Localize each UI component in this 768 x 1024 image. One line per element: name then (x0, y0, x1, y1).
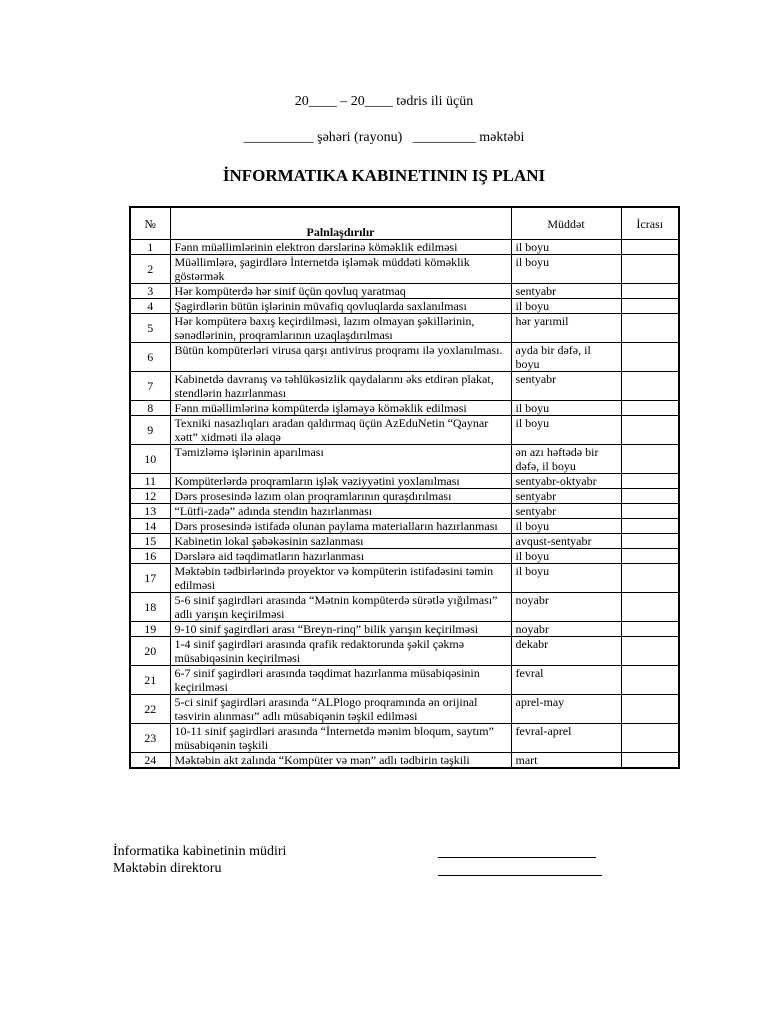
row-duration: sentyabr (511, 489, 621, 504)
row-duration: aprel-may (511, 695, 621, 724)
row-task: Müəllimlərə, şagirdlərə İnternetdə işləmək müddəti köməklik göstərmək (170, 255, 511, 284)
header-execution: İcrası (621, 207, 679, 240)
row-duration: il boyu (511, 240, 621, 255)
row-task: 10-11 sinif şagirdləri arasında “İnternetdə mənim bloqum, saytım” müsabiqənin təşkili (170, 724, 511, 753)
row-duration: sentyabr-oktyabr (511, 474, 621, 489)
row-execution (621, 666, 679, 695)
table-row (130, 255, 679, 284)
row-duration: ayda bir dəfə, il boyu (511, 343, 621, 372)
table-row (130, 489, 679, 504)
row-number: 22 (130, 695, 170, 724)
row-number: 10 (130, 445, 170, 474)
row-number: 20 (130, 637, 170, 666)
row-number: 7 (130, 372, 170, 401)
row-number: 15 (130, 534, 170, 549)
row-task: Hər kompüterdə hər sinif üçün qovluq yaratmaq (170, 284, 511, 299)
row-execution (621, 284, 679, 299)
table-row (130, 299, 679, 314)
row-duration: dekabr (511, 637, 621, 666)
row-task: Şagirdlərin bütün işlərinin müvafiq qovluqlarda saxlanılması (170, 299, 511, 314)
table-row (130, 445, 679, 474)
row-number: 11 (130, 474, 170, 489)
row-execution (621, 504, 679, 519)
table-row (130, 549, 679, 564)
table-row (130, 666, 679, 695)
row-task: 6-7 sinif şagirdləri arasında təqdimat hazırlanma müsabiqəsinin keçirilməsi (170, 666, 511, 695)
row-execution (621, 372, 679, 401)
table-row (130, 504, 679, 519)
row-duration: il boyu (511, 564, 621, 593)
table-body (130, 240, 679, 769)
header-duration: Müddət (511, 207, 621, 240)
table-row (130, 519, 679, 534)
row-number: 13 (130, 504, 170, 519)
row-execution (621, 724, 679, 753)
row-duration: noyabr (511, 622, 621, 637)
row-task: Fənn müəllimlərinin elektron dərslərinə köməklik edilməsi (170, 240, 511, 255)
row-task: Kompüterlərdə proqramların işlək vəziyyətini yoxlanılması (170, 474, 511, 489)
row-duration: fevral (511, 666, 621, 695)
row-task: Hər kompüterə baxış keçirdilməsi, lazım olmayan şəkillərinin, sənədlərinin, proqramlarının uzaqlaşdırılması (170, 314, 511, 343)
page-title: İNFORMATIKA KABINETININ IŞ PLANI (222, 166, 546, 185)
row-task: Kabinetdə davranış və təhlükəsizlik qaydalarını əks etdirən plakat, stendlərin hazırlanması (170, 372, 511, 401)
table-row (130, 724, 679, 753)
header-planned: Palnlaşdırılır (170, 207, 511, 240)
row-duration: il boyu (511, 519, 621, 534)
row-execution (621, 489, 679, 504)
row-execution (621, 240, 679, 255)
row-task: 5-6 sinif şagirdləri arasında “Mətnin kompüterdə sürətlə yığılması” adlı yarışın keçirilməsi (170, 593, 511, 622)
table-row (130, 240, 679, 255)
row-number: 5 (130, 314, 170, 343)
row-number: 8 (130, 401, 170, 416)
row-execution (621, 753, 679, 769)
table-row (130, 284, 679, 299)
row-duration: il boyu (511, 299, 621, 314)
row-task: “Lütfi-zadə” adında stendin hazırlanması (170, 504, 511, 519)
table-row (130, 695, 679, 724)
row-execution (621, 401, 679, 416)
row-execution (621, 474, 679, 489)
row-execution (621, 343, 679, 372)
row-task: Təmizləmə işlərinin aparılması (170, 445, 511, 474)
table-row (130, 372, 679, 401)
work-plan-table (129, 206, 680, 769)
row-execution (621, 637, 679, 666)
row-duration: il boyu (511, 549, 621, 564)
table-row (130, 343, 679, 372)
table-row (130, 637, 679, 666)
row-number: 24 (130, 753, 170, 769)
row-number: 23 (130, 724, 170, 753)
row-number: 17 (130, 564, 170, 593)
row-task: Dərs prosesində lazım olan proqramlarının quraşdırılması (170, 489, 511, 504)
table-row (130, 534, 679, 549)
row-task: Kabinetin lokal şəbəkəsinin sazlanması (170, 534, 511, 549)
row-task: Dərs prosesində istifadə olunan paylama materialların hazırlanması (170, 519, 511, 534)
row-execution (621, 299, 679, 314)
row-number: 4 (130, 299, 170, 314)
row-execution (621, 255, 679, 284)
director-signature-line (438, 875, 602, 876)
manager-signature-line (438, 857, 596, 858)
row-task: 5-ci sinif şagirdləri arasında “ALPlogo proqramında ən orijinal təsvirin alınması” adlı müsabiqənin təşkil edilməsi (170, 695, 511, 724)
row-duration: il boyu (511, 416, 621, 445)
row-duration: il boyu (511, 255, 621, 284)
row-task: Məktəbin tədbirlərində proyektor və kompüterin istifadəsini təmin edilməsi (170, 564, 511, 593)
row-number: 14 (130, 519, 170, 534)
row-execution (621, 622, 679, 637)
row-execution (621, 549, 679, 564)
table-row (130, 564, 679, 593)
row-execution (621, 445, 679, 474)
row-duration: sentyabr (511, 284, 621, 299)
school-line: __________ şəhəri (rayonu) _________ məktəbi (243, 130, 525, 145)
row-duration: noyabr (511, 593, 621, 622)
row-number: 6 (130, 343, 170, 372)
row-task: 1-4 sinif şagirdləri arasında qrafik redaktorunda şəkil çəkmə müsabiqəsinin keçirilməsi (170, 637, 511, 666)
academic-year-line: 20____ – 20____ tədris ili üçün (294, 94, 474, 109)
row-number: 9 (130, 416, 170, 445)
table-row (130, 314, 679, 343)
table-header-row (130, 207, 679, 240)
row-duration: il boyu (511, 401, 621, 416)
row-number: 3 (130, 284, 170, 299)
school-director-label: Məktəbin direktoru (113, 861, 222, 876)
row-task: Texniki nasazlıqları aradan qaldırmaq üçün AzEduNetin “Qaynar xətt” xidməti ilə əlaqə (170, 416, 511, 445)
row-duration: hər yarımil (511, 314, 621, 343)
row-duration: ən azı həftədə bir dəfə, il boyu (511, 445, 621, 474)
row-execution (621, 534, 679, 549)
row-duration: sentyabr (511, 372, 621, 401)
table-row (130, 622, 679, 637)
row-number: 18 (130, 593, 170, 622)
table-row (130, 474, 679, 489)
row-execution (621, 416, 679, 445)
row-task: Dərslərə aid təqdimatların hazırlanması (170, 549, 511, 564)
row-duration: sentyabr (511, 504, 621, 519)
row-number: 19 (130, 622, 170, 637)
table-row (130, 401, 679, 416)
row-task: 9-10 sinif şagirdləri arası “Breyn-rinq” bilik yarışın keçirilməsi (170, 622, 511, 637)
row-duration: avqust-sentyabr (511, 534, 621, 549)
cabinet-manager-label: İnformatika kabinetinin müdiri (113, 844, 287, 859)
row-execution (621, 519, 679, 534)
row-number: 1 (130, 240, 170, 255)
row-duration: mart (511, 753, 621, 769)
row-number: 16 (130, 549, 170, 564)
row-number: 21 (130, 666, 170, 695)
row-task: Məktəbin akt zalında “Kompüter və mən” adlı tədbirin təşkili (170, 753, 511, 769)
table-row (130, 593, 679, 622)
row-number: 2 (130, 255, 170, 284)
table-row (130, 753, 679, 769)
row-task: Fənn müəllimlərinə kompüterdə işləməyə köməklik edilməsi (170, 401, 511, 416)
header-number: № (130, 207, 170, 240)
row-task: Bütün kompüterləri virusa qarşı antivirus proqramı ilə yoxlanılması. (170, 343, 511, 372)
row-execution (621, 593, 679, 622)
row-execution (621, 314, 679, 343)
row-duration: fevral-aprel (511, 724, 621, 753)
row-execution (621, 564, 679, 593)
row-execution (621, 695, 679, 724)
row-number: 12 (130, 489, 170, 504)
table-row (130, 416, 679, 445)
